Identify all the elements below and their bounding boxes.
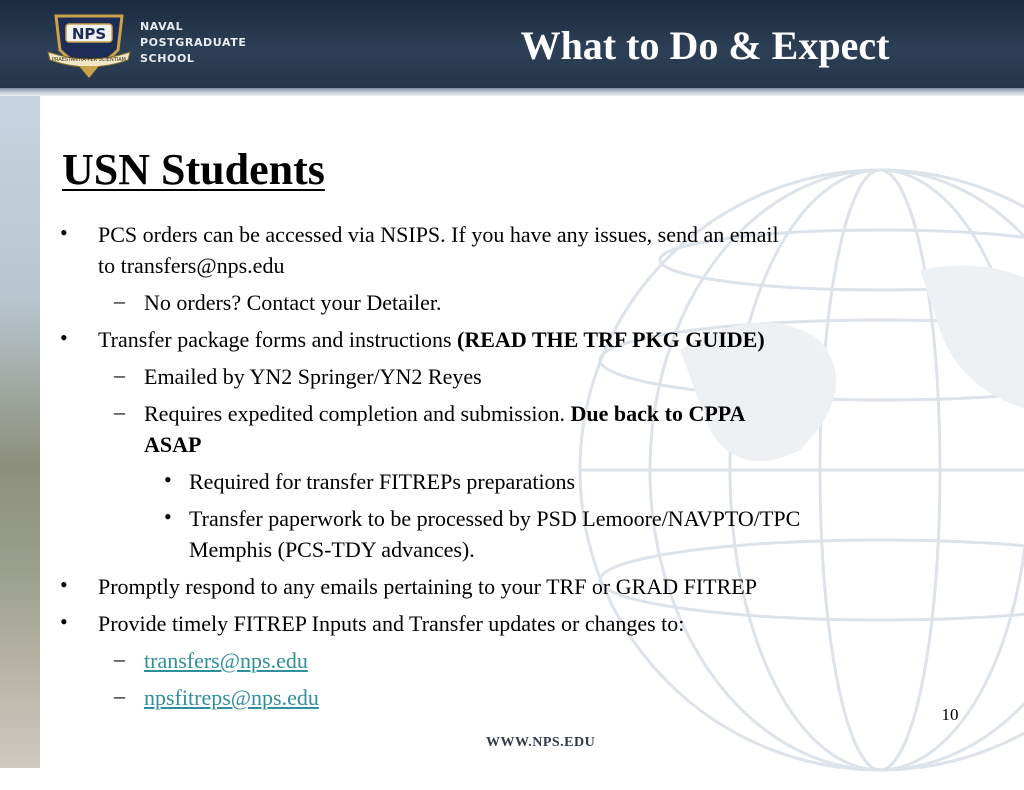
school-line-3: SCHOOL [140,52,195,65]
section-heading: USN Students [62,145,325,194]
list-subitem [144,683,319,713]
campus-photo-strip [0,96,40,768]
list-subitem [144,646,308,676]
bullet-marker: • [60,572,68,597]
dash-marker: – [114,646,125,671]
logo-initials: NPS [71,25,107,43]
nps-shield-logo [44,10,134,84]
list-subsubitem: Required for transfer FITREPs preparations [189,469,576,494]
dash-marker: – [114,683,125,708]
school-line-1: NAVAL [140,20,184,33]
dash-marker: – [114,362,125,387]
page-number: 10 [941,705,959,724]
list-subitem: No orders? Contact your Detailer. [144,290,442,315]
slide-title: What to Do & Expect [520,23,890,68]
school-line-2: POSTGRADUATE [140,36,247,49]
header-rule [0,88,1024,96]
list-item-continuation: to transfers@nps.edu [98,253,285,278]
list-subitem-continuation: ASAP [144,432,202,457]
fitreps-email-link[interactable]: npsfitreps@nps.edu [144,685,319,710]
bullet-marker: • [164,467,172,492]
bullet-marker: • [60,325,68,350]
transfers-email-link[interactable]: transfers@nps.edu [144,648,308,673]
school-name [140,19,246,67]
list-subsubitem-continuation: Memphis (PCS-TDY advances). [189,537,475,562]
list-item: PCS orders can be accessed via NSIPS. If you have any issues, send an email [98,222,779,247]
list-subitem: Requires expedited completion and submission. Due back to CPPA [144,401,746,426]
bullet-marker: • [164,504,172,529]
list-item: Promptly respond to any emails pertaining to your TRF or GRAD FITREP [98,574,757,599]
dash-marker: – [114,399,125,424]
footer-url: WWW.NPS.EDU [486,735,596,750]
list-item: Transfer package forms and instructions (READ THE TRF PKG GUIDE) [98,327,765,352]
list-subsubitem: Transfer paperwork to be processed by PSD Lemoore/NAVPTO/TPC [189,506,801,531]
logo-motto: PRAESTANTIA PER SCIENTIAM [52,57,126,63]
list-item: Provide timely FITREP Inputs and Transfer updates or changes to: [98,611,685,636]
dash-marker: – [114,288,125,313]
bullet-marker: • [60,609,68,634]
list-subitem: Emailed by YN2 Springer/YN2 Reyes [144,364,482,389]
bullet-marker: • [60,220,68,245]
